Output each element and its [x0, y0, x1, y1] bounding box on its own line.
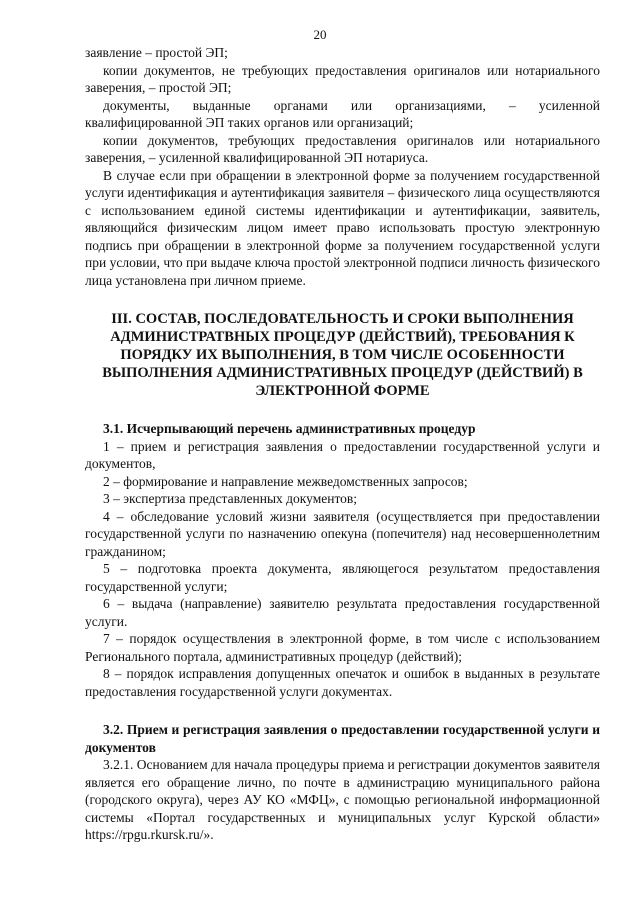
section-title: III. СОСТАВ, ПОСЛЕДОВАТЕЛЬНОСТЬ И СРОКИ ВЫПОЛНЕНИЯ АДМИНИСТРАТВНЫХ ПРОЦЕДУР (ДЕЙСТВИЙ), ТРЕБОВАНИЯ К ПОРЯДКУ ИХ ВЫПОЛНЕНИЯ, В ТОМ ЧИСЛЕ ОСОБЕННОСТИ ВЫПОЛНЕНИЯ АДМИНИСТРАТИВНЫХ ПРОЦЕДУР (ДЕЙСТВИЙ) В ЭЛЕКТРОННОЙ ФОРМЕ — [102, 311, 583, 399]
document-body — [85, 44, 600, 844]
list-item: 4 – обследование условий жизни заявителя (осуществляется при предоставлении государственной услуги по назначению опекуна (попечителя) над несовершеннолетним гражданином; — [85, 508, 600, 559]
paragraph: копии документов, не требующих предоставления оригиналов или нотариального заверения, – простой ЭП; — [85, 62, 600, 95]
subsection-title: 3.1. Исчерпывающий перечень административных процедур — [103, 421, 476, 436]
paragraph: 3.2.1. Основанием для начала процедуры приема и регистрации документов заявителя является его обращение лично, по почте в администрацию муниципального района (городского округа), через АУ КО «МФЦ», с помощью региональной информационной системы «Портал государственных и муниципальных услуг Курской области» https://rpgu.rkursk.ru/». — [85, 757, 600, 842]
list-item: 6 – выдача (направление) заявителю результата предоставления государственной услуги. — [85, 596, 600, 629]
subsection-title: 3.2. Прием и регистрация заявления о предоставлении государственной услуги и документов — [85, 722, 600, 755]
paragraph: копии документов, требующих предоставления оригиналов или нотариального заверения, – усиленной квалифицированной ЭП нотариуса. — [85, 132, 600, 165]
list-item: 2 – формирование и направление межведомственных запросов; — [103, 473, 468, 489]
paragraph: заявление – простой ЭП; — [85, 45, 228, 60]
list-item: 7 – порядок осуществления в электронной форме, в том числе с использованием Регионального портала, административных процедур (действий); — [85, 631, 600, 664]
list-item: 3 – экспертиза представленных документов; — [103, 491, 358, 506]
paragraph: В случае если при обращении в электронной форме за получением государственной услуги идентификация и аутентификация заявителя – физического лица осуществляются с использованием единой системы идентификации и аутентификации, заявитель, являющийся физическим лицом имеет право использовать простую электронную подпись при обращении в электронной форме за получением государственной услуги при условии, что при выдаче ключа простой электронной подписи личность физического лица установлена при личном приеме. — [85, 167, 600, 288]
paragraph: документы, выданные органами или организациями, – усиленной квалифицированной ЭП таких органов или организаций; — [85, 97, 600, 130]
list-item: 5 – подготовка проекта документа, являющегося результатом предоставления государственной услуги; — [85, 561, 600, 594]
list-item: 8 – порядок исправления допущенных опечаток и ошибок в выданных в результате предоставления государственной услуги документах. — [85, 666, 600, 699]
list-item: 1 – прием и регистрация заявления о предоставлении государственной услуги и документов, — [85, 438, 600, 471]
page-number: 20 — [313, 27, 327, 42]
